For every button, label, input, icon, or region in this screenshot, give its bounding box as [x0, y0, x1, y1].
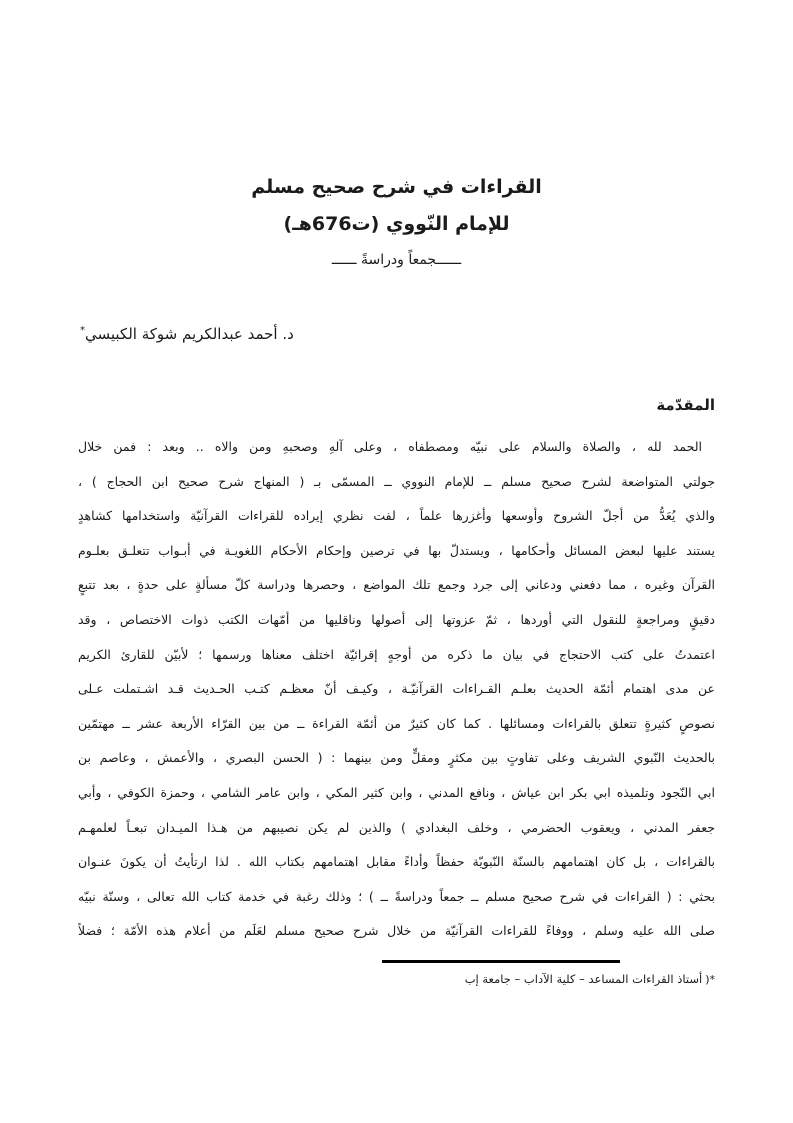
footnote: [78, 970, 715, 989]
body-line: بالحديث النّبوي الشريف وعلى تفاوتٍ بين مكثرٍ ومقلٍّ ومن بينهما : ( الحسن البصري ، والأعمش ، وعاصم بن: [78, 750, 715, 766]
body-line: بالقراءات ، بل كان اهتمامهم بالسنّة النّبويّة حفظاً وأداءً مقابل اهتمامهم بكتاب الله . لذا ارتأيتُ أن يكونَ عنـوان: [78, 854, 715, 870]
body-paragraph: [78, 430, 715, 949]
paper-subtitle: ــــــجمعاً ودراسةً ــــــ: [331, 251, 462, 268]
title-block: [0, 176, 793, 268]
body-line: نصوصٍ كثيرةٍ تتعلق بالقراءات ومسائلها . كما كان كثيرٌ من أئمّة القراءة ــ من بين القرّاء الأربعة عشر ــ مهتمّين: [78, 715, 715, 731]
body-line: جعفر المدني ، ويعقوب الحضرمي ، وخلف البغدادي ) والذين لم يكن نصيبهم من هـذا الميـدان تبعـاً لعلمهـم: [78, 819, 715, 835]
author-line: [80, 325, 294, 343]
footnote-text: أستاذ القراءات المساعد – كلية الآداب – جامعة إب: [464, 972, 703, 986]
section-heading-muqaddima: المقدّمة: [656, 396, 715, 414]
author-name: د. أحمد عبدالكريم شوكة الكبيسي: [85, 325, 294, 343]
body-line: جولتي المتواضعة لشرح صحيح مسلم ــ للإمام النووي ــ المسمّى بـ ( المنهاج شرح صحيح ابن الحجاج ) ،: [78, 473, 715, 489]
body-line: والذي يُعَدُّ من أجلّ الشروح وأوسعها وأغزرها علماً ، لفت نظري إيراده للقراءات القرآنيّة واستخدامها كشاهدٍ: [78, 508, 715, 524]
body-line: عن مدى اهتمام أئمّة الحديث بعلـم القـراءات القرآنيّـة ، وكيـف أنّ معظـم كتـب الحـديث قـد اشـتملت عـلى: [78, 681, 715, 697]
footnote-marker: )*: [705, 973, 715, 986]
body-line: بحثي : ( القراءات في شرح صحيح مسلم ــ جمعاً ودراسةً ــ ) ؛ وذلك رغبة في خدمة كتاب الله تعالى ، وسنّة نبيّه: [78, 888, 715, 904]
author-footnote-marker: *: [80, 325, 85, 336]
body-line: ابي النّجود وتلميذه ابي بكر ابن عياش ، ونافع المدني ، وابن كثير المكي ، وابن عامر الشامي ، وحمزة الكوفي ، وأبي: [78, 784, 715, 800]
paper-title-line2: للإمام النّووي (ت676هـ): [283, 212, 510, 235]
body-line: صلى الله عليه وسلم ، ووفاءً للقراءات القرآنيّة من خلال شرح صحيح مسلم لعَلَم من أعلام هذه الأمّة ؛ فضلاً: [78, 923, 715, 939]
body-line: القرآن وغيره ، مما دفعني ودعاني إلى جرد وجمع تلك المواضع ، وحصرها ودراسة كلّ مسألةٍ على حدةٍ ، بعد تتبعٍ: [78, 577, 715, 593]
footnote-separator-rule: [382, 960, 620, 963]
paper-title-line1: القراءات في شرح صحيح مسلم: [251, 176, 542, 198]
body-line: الحمد لله ، والصلاة والسلام على نبيّه ومصطفاه ، وعلى آلهِ وصحبهِ ومن والاه .. وبعد : فمن خلال: [78, 439, 702, 454]
body-line: دقيقٍ ومراجعةٍ للنقول التي أوردها ، ثمّ عزوتها إلى أصولها وناقليها من أمّهات الكتب ذوات الاختصاص ، وقد: [78, 611, 715, 627]
body-line: يستند عليها لبعض المسائل وأحكامها ، ويستدلّ بها في ترصين وإحكام الأحكام اللغويـة في أبـواب تتعلـق بعلـوم: [78, 542, 715, 558]
body-line: اعتمدتُ على كتب الاحتجاج في بيان ما ذكره من أوجهٍ إقرائيّة اختلف معناها ورسمها ؛ لأبيّن للقارئ الكريم: [78, 646, 715, 662]
